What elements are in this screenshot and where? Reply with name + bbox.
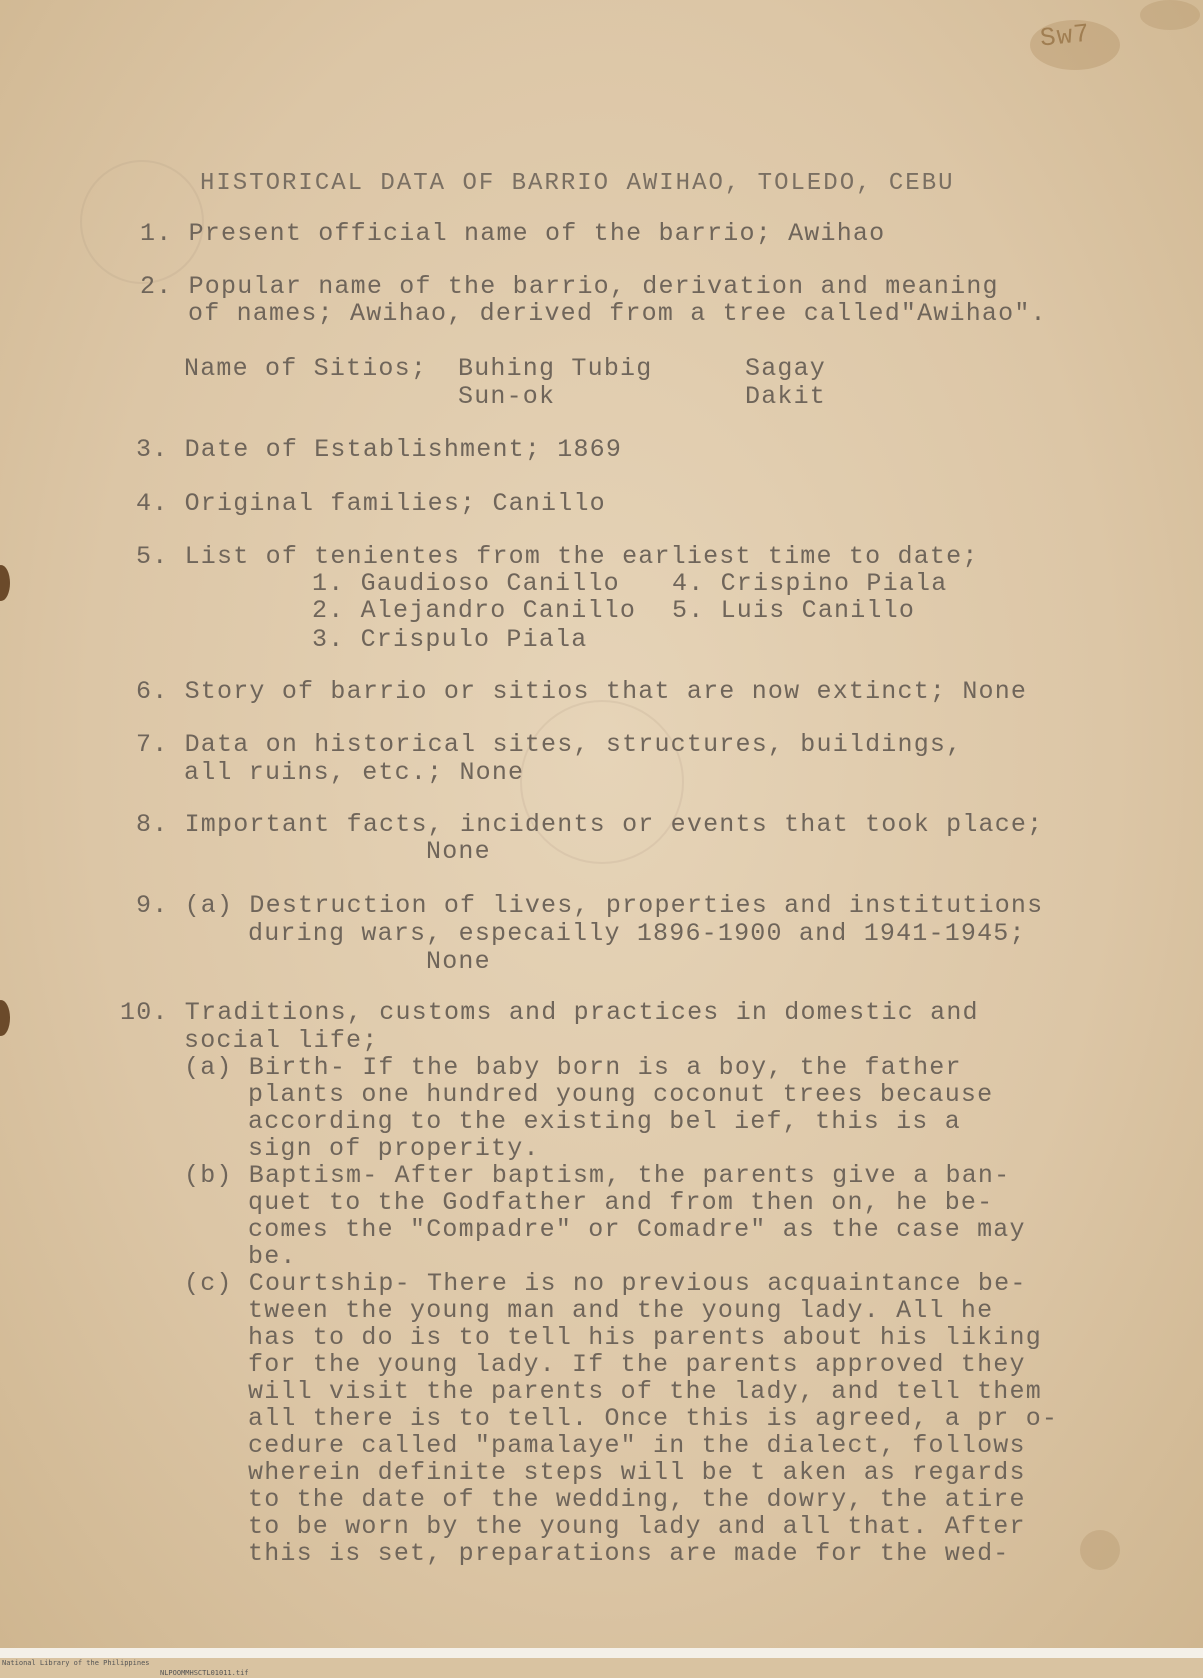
watermark-stamp [520,700,684,864]
courtship-line9: to the date of the wedding, the dowry, the atire [248,1485,1026,1514]
courtship-line7: cedure called "pamalaye" in the dialect, follows [248,1431,1026,1460]
corner-mark: Sw7 [1038,18,1092,54]
sitio-dakit: Dakit [745,382,827,411]
birth-line1: (a) Birth- If the baby born is a boy, the father [184,1053,962,1082]
page-title: HISTORICAL DATA OF BARRIO AWIHAO, TOLEDO, CEBU [200,170,955,197]
baptism-line1: (b) Baptism- After baptism, the parents give a ban- [184,1161,1011,1190]
item-7-line2: all ruins, etc.; None [184,758,525,787]
teniente-3: 3. Crispulo Piala [312,625,588,654]
baptism-line4: be. [248,1242,297,1271]
birth-line3: according to the existing bel ief, this is a [248,1107,961,1136]
item-10-line1: 10. Traditions, customs and practices in domestic and [120,998,979,1027]
scan-footer [0,1648,1203,1677]
item-2-line2: of names; Awihao, derived from a tree called"Awihao". [188,299,1047,328]
item-8-line2: None [426,837,491,866]
item-8-line1: 8. Important facts, incidents or events that took place; [136,810,1044,839]
courtship-line11: this is set, preparations are made for the wed- [248,1539,1010,1568]
footer-filename: NLPOOMMHSCTL01011.tif [160,1669,249,1677]
item-3: 3. Date of Establishment; 1869 [136,435,623,464]
baptism-line2: quet to the Godfather and from then on, he be- [248,1188,994,1217]
courtship-line6: all there is to tell. Once this is agreed, a pr o- [248,1404,1059,1433]
birth-line2: plants one hundred young coconut trees because [248,1080,994,1109]
item-4: 4. Original families; Canillo [136,489,606,518]
punch-hole [0,565,10,601]
courtship-line5: will visit the parents of the lady, and tell them [248,1377,1042,1406]
courtship-line3: has to do is to tell his parents about his liking [248,1323,1042,1352]
stain-mark [1140,0,1200,30]
item-1: 1. Present official name of the barrio; Awihao [140,219,886,248]
courtship-line10: to be worn by the young lady and all that. After [248,1512,1026,1541]
item-5: 5. List of tenientes from the earliest time to date; [136,542,979,571]
sitio-sagay: Sagay [745,354,827,383]
item-6: 6. Story of barrio or sitios that are now extinct; None [136,677,1028,706]
item-9-line3: None [426,947,491,976]
footer-library: National Library of the Philippines [2,1659,150,1667]
teniente-4: 4. Crispino Piala [672,569,948,598]
birth-line4: sign of properity. [248,1134,540,1163]
sitio-buhing-tubig: Buhing Tubig [458,354,653,383]
courtship-line4: for the young lady. If the parents approved they [248,1350,1026,1379]
courtship-line8: wherein definite steps will be t aken as regards [248,1458,1026,1487]
baptism-line3: comes the "Compadre" or Comadre" as the case may [248,1215,1026,1244]
teniente-1: 1. Gaudioso Canillo [312,569,620,598]
stain-mark [1080,1530,1120,1570]
item-2-line1: 2. Popular name of the barrio, derivation and meaning [140,272,999,301]
punch-hole [0,1000,10,1036]
courtship-line1: (c) Courtship- There is no previous acquaintance be- [184,1269,1027,1298]
item-7-line1: 7. Data on historical sites, structures, buildings, [136,730,963,759]
sitio-sun-ok: Sun-ok [458,382,556,411]
item-10-line2: social life; [184,1026,379,1055]
courtship-line2: tween the young man and the young lady. All he [248,1296,994,1325]
teniente-5: 5. Luis Canillo [672,596,916,625]
item-9-line1: 9. (a) Destruction of lives, properties and institutions [136,891,1044,920]
sitios-label: Name of Sitios; [184,354,428,383]
teniente-2: 2. Alejandro Canillo [312,596,637,625]
item-9-line2: during wars, especailly 1896-1900 and 1941-1945; [248,919,1026,948]
